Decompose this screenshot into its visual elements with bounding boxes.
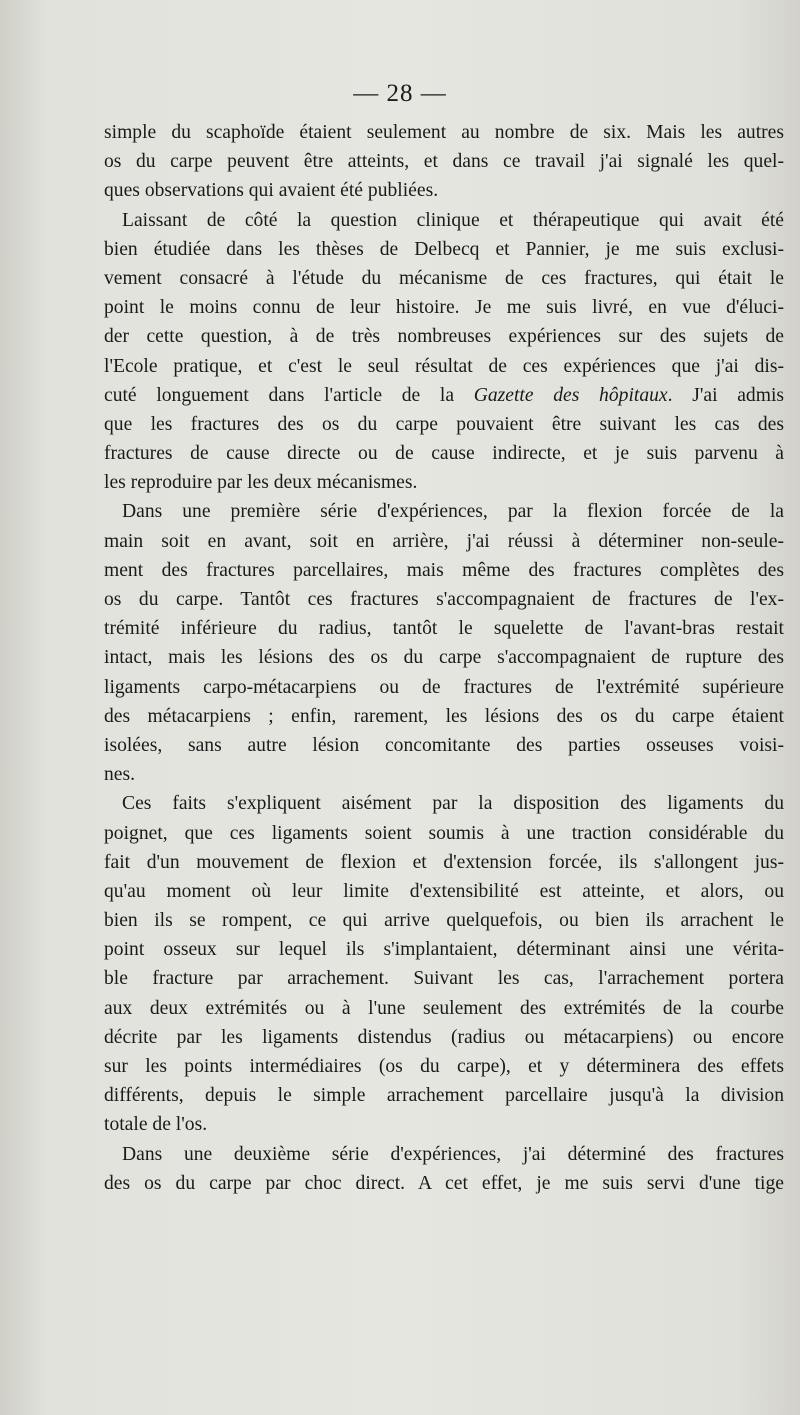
text-line: ment des fractures parcellaires, mais même des fractures complètes des — [104, 559, 784, 581]
text-line: main soit en avant, soit en arrière, j'ai réussi à déterminer non-seule- — [104, 530, 784, 552]
text-line: poignet, que ces ligaments soient soumis à une traction considérable du — [104, 822, 784, 844]
text-line: que les fractures des os du carpe pouvaient être suivant les cas des — [104, 413, 784, 435]
text-line: cuté longuement dans l'article de la Gazette des hôpitaux. J'ai admis — [104, 384, 785, 406]
text-line: der cette question, à de très nombreuses expériences sur des sujets de — [104, 326, 784, 348]
text-line: décrite par les ligaments distendus (radius ou métacarpiens) ou encore — [104, 1026, 784, 1048]
body-text — [104, 118, 784, 1198]
text-line: trémité inférieure du radius, tantôt le squelette de l'avant-bras restait — [104, 618, 784, 640]
text-line: Laissant de côté la question clinique et thérapeutique qui avait été — [122, 209, 784, 231]
text-line: des os du carpe par choc direct. A cet effet, je me suis servi d'une tige — [104, 1172, 784, 1194]
paragraph — [104, 1140, 784, 1198]
text-line: simple du scaphoïde étaient seulement au nombre de six. Mais les autres — [104, 122, 784, 143]
text-line: aux deux extrémités ou à l'une seulement des extrémités de la courbe — [104, 997, 784, 1019]
text-line: os du carpe. Tantôt ces fractures s'accompagnaient de fractures de l'ex- — [104, 589, 784, 610]
text-line: point osseux sur lequel ils s'implantaient, déterminant ainsi une vérita- — [104, 939, 784, 961]
text-line: totale de l'os. — [104, 1114, 208, 1136]
paragraph — [104, 497, 784, 789]
text-line: bien étudiée dans les thèses de Delbecq et Pannier, je me suis exclusi- — [104, 238, 784, 260]
text-line: fait d'un mouvement de flexion et d'extension forcée, ils s'allongent jus- — [104, 851, 784, 873]
text-line: Dans une première série d'expériences, par la flexion forcée de la — [122, 501, 784, 523]
paragraph — [104, 789, 784, 1139]
text-line: os du carpe peuvent être atteints, et dans ce travail j'ai signalé les quel- — [104, 151, 784, 173]
page-number: — 28 — — [353, 80, 447, 107]
text-line: intact, mais les lésions des os du carpe s'accompagnaient de rupture des — [104, 647, 784, 669]
text-line: qu'au moment où leur limite d'extensibilité est atteinte, et alors, ou — [104, 880, 784, 902]
text-line: différents, depuis le simple arrachement parcellaire jusqu'à la division — [104, 1085, 784, 1107]
text-line: sur les points intermédiaires (os du carpe), et y déterminera des effets — [104, 1056, 784, 1077]
paragraph — [104, 118, 784, 206]
text-line: bien ils se rompent, ce qui arrive quelquefois, ou bien ils arrachent le — [104, 910, 784, 932]
text-line: ques observations qui avaient été publiées. — [104, 180, 439, 202]
text-line: vement consacré à l'étude du mécanisme de ces fractures, qui était le — [104, 267, 784, 289]
text-line: Dans une deuxième série d'expériences, j'ai déterminé des fractures — [122, 1143, 784, 1165]
paragraph — [104, 206, 784, 498]
text-line: isolées, sans autre lésion concomitante des parties osseuses voisi- — [104, 734, 784, 756]
text-line: nes. — [104, 764, 136, 786]
text-line: les reproduire par les deux mécanismes. — [104, 472, 418, 494]
text-line: fractures de cause directe ou de cause indirecte, et je suis parvenu à — [104, 443, 784, 465]
text-line: point le moins connu de leur histoire. Je me suis livré, en vue d'éluci- — [104, 297, 784, 319]
text-line: Ces faits s'expliquent aisément par la disposition des ligaments du — [122, 793, 784, 815]
text-line: l'Ecole pratique, et c'est le seul résultat de ces expériences que j'ai dis- — [104, 355, 784, 377]
text-line: ligaments carpo-métacarpiens ou de fractures de l'extrémité supérieure — [104, 676, 784, 698]
text-line: des métacarpiens ; enfin, rarement, les lésions des os du carpe étaient — [104, 705, 784, 727]
text-line: ble fracture par arrachement. Suivant les cas, l'arrachement portera — [104, 968, 784, 990]
